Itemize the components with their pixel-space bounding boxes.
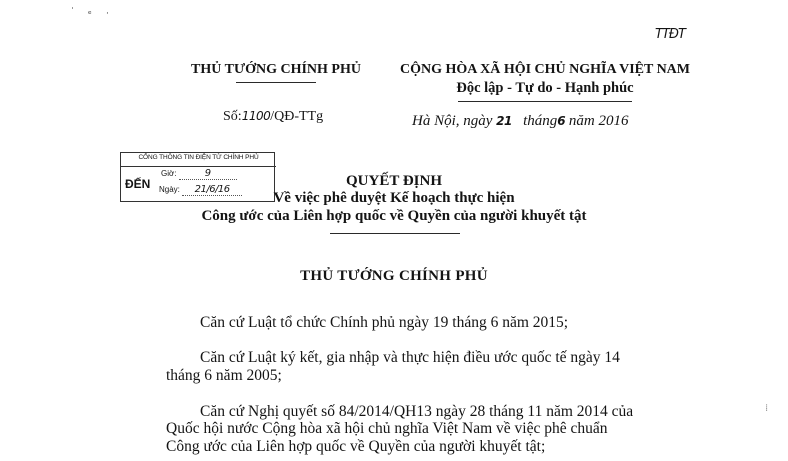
national-motto: Độc lập - Tự do - Hạnh phúc bbox=[456, 80, 634, 96]
legal-basis-2-line-1: Căn cứ Luật ký kết, gia nhập và thực hiện điều ước quốc tế ngày 14 bbox=[200, 349, 620, 366]
document-number-value: 1100 bbox=[241, 109, 271, 123]
stamp-date: Ngày: 21/6/16 bbox=[159, 184, 242, 196]
document-number: Số:1100/QĐ-TTg bbox=[223, 109, 324, 124]
legal-basis-3-line-2: Quốc hội nước Cộng hòa xã hội chủ nghĩa Việt Nam về việc phê chuẩn bbox=[166, 420, 608, 437]
subject-line-2: Công ước của Liên hợp quốc về Quyền của người khuyết tật bbox=[201, 208, 587, 224]
issuer-heading: THỦ TƯỚNG CHÍNH PHỦ bbox=[300, 268, 488, 284]
stamp-time-value: 9 bbox=[179, 168, 237, 180]
legal-basis-2-line-2: tháng 6 năm 2005; bbox=[166, 367, 282, 384]
place-date: Hà Nội, ngày 21 tháng6 năm 2016 bbox=[412, 113, 629, 129]
legal-basis-1: Căn cứ Luật tổ chức Chính phủ ngày 19 tháng 6 năm 2015; bbox=[200, 314, 569, 331]
scan-speck: ⁞ bbox=[765, 403, 769, 414]
document-type-heading: QUYẾT ĐỊNH bbox=[346, 173, 442, 189]
agency-underline bbox=[236, 82, 316, 83]
stamp-org: CỔNG THÔNG TIN ĐIỆN TỬ CHÍNH PHỦ bbox=[138, 154, 259, 161]
motto-underline bbox=[458, 101, 632, 102]
legal-basis-3-line-1: Căn cứ Nghị quyết số 84/2014/QH13 ngày 28 tháng 11 năm 2014 của bbox=[200, 403, 634, 420]
stamp-divider bbox=[121, 166, 276, 167]
scan-speck: ˙ bbox=[70, 7, 75, 18]
scan-speck: ᵉ bbox=[88, 10, 92, 20]
nation-name: CỘNG HÒA XÃ HỘI CHỦ NGHĨA VIỆT NAM bbox=[399, 62, 690, 77]
stamp-time: Giờ: 9 bbox=[161, 168, 237, 180]
stamp-den-label: ĐẾN bbox=[125, 177, 151, 191]
agency-name: THỦ TƯỚNG CHÍNH PHỦ bbox=[191, 62, 361, 77]
legal-basis-3-line-3: Công ước của Liên hợp quốc về Quyền của người khuyết tật; bbox=[166, 438, 546, 455]
subject-underline bbox=[330, 233, 460, 234]
subject-line-1: Về việc phê duyệt Kế hoạch thực hiện bbox=[273, 190, 515, 206]
corner-handwritten-mark: TTĐT bbox=[655, 27, 685, 42]
scan-speck: · bbox=[106, 9, 109, 19]
date-month: 6 bbox=[557, 114, 566, 128]
date-day: 21 bbox=[496, 114, 512, 128]
stamp-date-value: 21/6/16 bbox=[182, 184, 242, 196]
